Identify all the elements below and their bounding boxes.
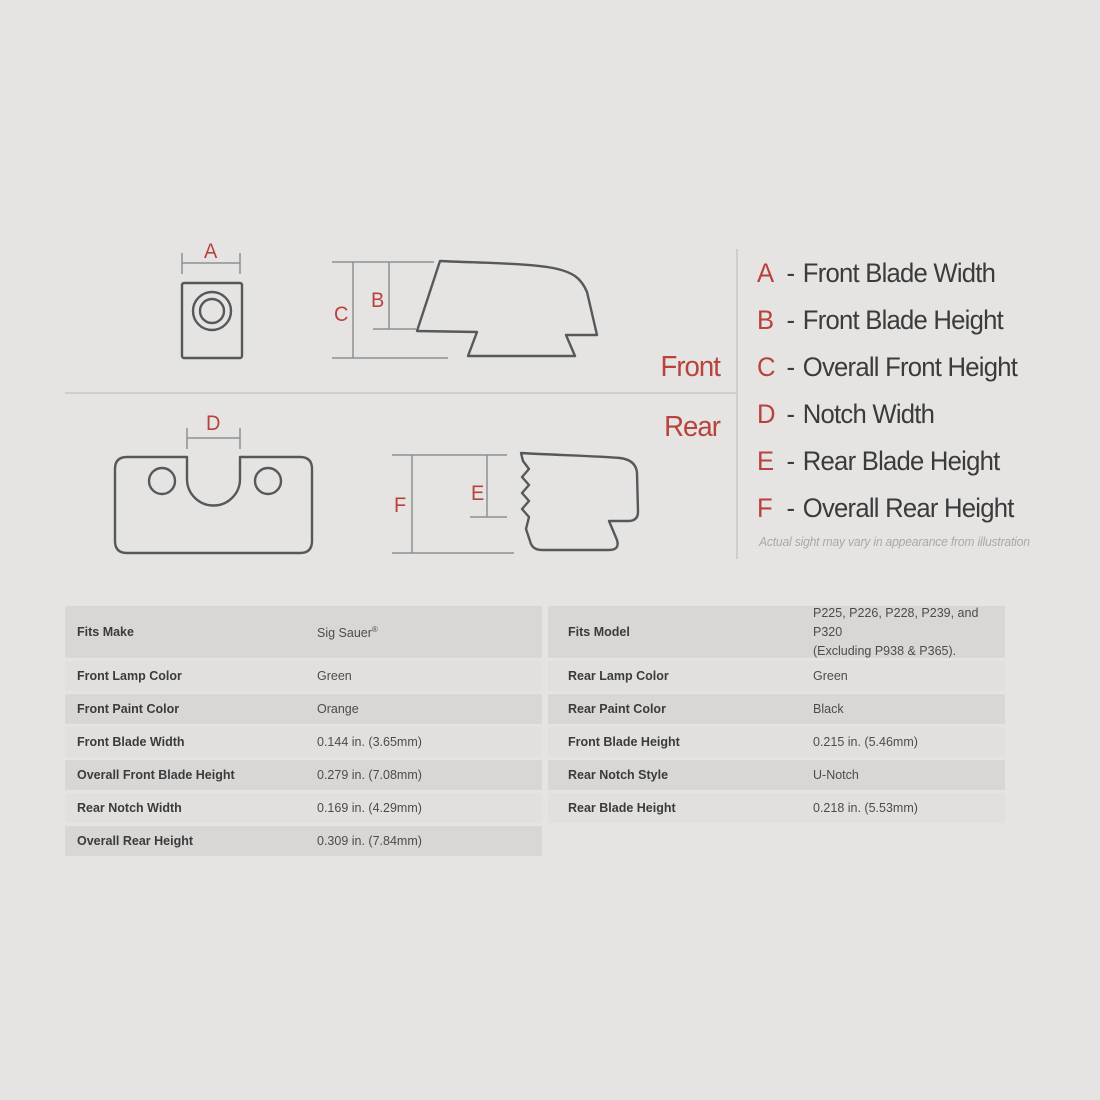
spec-row (65, 694, 542, 724)
legend-row (757, 250, 1017, 297)
rear-sight-top-view (115, 457, 312, 553)
legend-letter: B (757, 305, 774, 335)
front-section-label: Front (660, 351, 720, 383)
legend-letter: C (757, 352, 775, 382)
spec-row (65, 826, 542, 856)
legend-row (757, 344, 1017, 391)
spec-value: 0.215 in. (5.46mm) (813, 734, 918, 749)
disclaimer-note: Actual sight may vary in appearance from illustration (759, 535, 1030, 549)
spec-row (65, 661, 542, 691)
dim-letter-d: D (206, 412, 220, 435)
spec-value: 0.279 in. (7.08mm) (317, 767, 422, 782)
spec-value: Green (317, 668, 352, 683)
spec-label: Rear Paint Color (568, 702, 666, 716)
spec-label: Fits Make (77, 625, 134, 639)
legend-letter: E (757, 446, 774, 476)
spec-value: Orange (317, 701, 359, 716)
legend-row (757, 438, 1017, 485)
legend-row (757, 485, 1017, 532)
legend-dash: - (786, 399, 795, 429)
spec-label: Overall Front Blade Height (77, 768, 235, 782)
spec-value: 0.169 in. (4.29mm) (317, 800, 422, 815)
spec-row (65, 793, 542, 823)
legend-label: Front Blade Height (802, 305, 1003, 335)
spec-label: Rear Notch Width (77, 801, 182, 815)
spec-label: Front Paint Color (77, 702, 180, 716)
spec-label: Front Blade Width (77, 735, 185, 749)
spec-row (548, 694, 1005, 724)
spec-table-right (548, 606, 1005, 826)
legend-dash: - (786, 305, 795, 335)
dim-letter-c: C (334, 303, 348, 326)
registered-trademark-symbol: ® (371, 625, 378, 635)
spec-value (317, 620, 378, 643)
spec-row (548, 793, 1005, 823)
spec-label: Front Blade Height (568, 735, 680, 749)
spec-label: Front Lamp Color (77, 669, 182, 683)
legend-dash: - (786, 446, 795, 476)
spec-value (813, 604, 1005, 661)
dimension-legend (757, 250, 1017, 532)
dim-letter-f: F (394, 494, 406, 517)
spec-row (65, 606, 542, 658)
dim-letter-a: A (204, 240, 217, 263)
spec-row (548, 727, 1005, 757)
spec-value: 0.144 in. (3.65mm) (317, 734, 422, 749)
spec-value-line2: (Excluding P938 & P365). (813, 643, 957, 658)
rear-section-label: Rear (664, 411, 720, 443)
spec-row (65, 760, 542, 790)
spec-row (65, 727, 542, 757)
dim-letter-e: E (471, 482, 484, 505)
legend-dash: - (786, 352, 795, 382)
legend-letter: F (757, 493, 772, 523)
legend-row (757, 391, 1017, 438)
legend-letter: D (757, 399, 775, 429)
legend-row (757, 297, 1017, 344)
front-sight-top-view (182, 283, 242, 358)
legend-label: Overall Front Height (802, 352, 1018, 382)
spec-table-left (65, 606, 542, 859)
legend-label: Overall Rear Height (802, 493, 1014, 523)
spec-label: Rear Blade Height (568, 801, 676, 815)
spec-value-line1: P225, P226, P228, P239, and P320 (813, 605, 979, 639)
spec-label: Overall Rear Height (77, 834, 194, 848)
dim-letter-b: B (371, 289, 384, 312)
spec-value: Black (813, 701, 844, 716)
spec-value: 0.218 in. (5.53mm) (813, 800, 918, 815)
spec-row (548, 606, 1005, 658)
legend-label: Rear Blade Height (802, 446, 1000, 476)
rear-sight-side-view (521, 453, 638, 550)
spec-value: 0.309 in. (7.84mm) (317, 833, 422, 848)
spec-label: Rear Lamp Color (568, 669, 669, 683)
spec-label: Rear Notch Style (568, 768, 669, 782)
spec-value: U-Notch (813, 767, 859, 782)
legend-label: Front Blade Width (802, 258, 996, 288)
spec-value: Green (813, 668, 848, 683)
dimension-e-f-lines (392, 455, 514, 553)
spec-label: Fits Model (568, 625, 630, 639)
legend-letter: A (757, 258, 774, 288)
legend-dash: - (786, 493, 795, 523)
front-sight-side-view (417, 261, 597, 356)
legend-label: Notch Width (802, 399, 935, 429)
dimension-b-c-lines (332, 262, 448, 358)
spec-row (548, 661, 1005, 691)
legend-dash: - (786, 258, 795, 288)
spec-row (548, 760, 1005, 790)
spec-value-text: Sig Sauer (317, 626, 372, 641)
